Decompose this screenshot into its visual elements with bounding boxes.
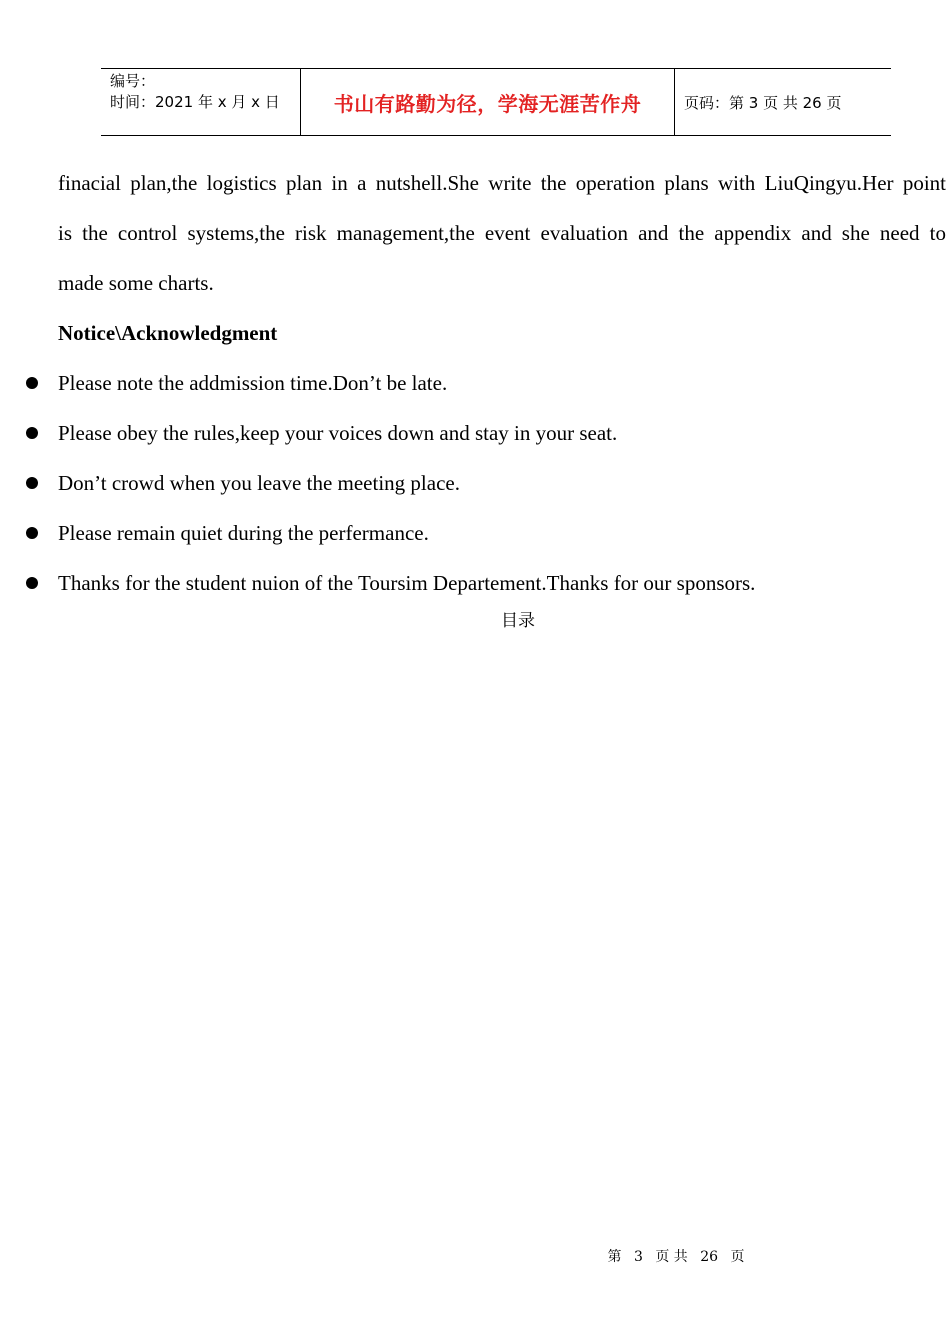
bullet-icon: [26, 427, 38, 439]
paragraph-line: made some charts.: [58, 271, 214, 295]
section-heading: Notice\Acknowledgment: [58, 321, 278, 345]
document-body: [58, 158, 946, 608]
document-number-label: 编号：: [110, 72, 156, 90]
list-item-text: Please remain quiet during the perfermance.: [58, 521, 429, 545]
list-item-text: Thanks for the student nuion of the Toursim Departement.Thanks for our sponsors.: [58, 571, 756, 595]
list-item: [58, 408, 946, 458]
list-item: [58, 558, 946, 608]
page-header: [101, 68, 891, 136]
page-footer: [0, 1246, 950, 1266]
bullet-icon: [26, 477, 38, 489]
footer-prefix: 第: [607, 1249, 622, 1265]
footer-suffix: 页: [730, 1249, 745, 1265]
header-page-cell: [675, 69, 891, 135]
paragraph-line: finacial plan,the logistics plan in a nutshell.She write the operation plans with LiuQingyu.Her point: [58, 171, 946, 195]
header-motto-cell: [301, 69, 675, 135]
list-item-text: Please note the addmission time.Don’t be late.: [58, 371, 448, 395]
toc-title: 目录: [501, 611, 535, 631]
list-item-text: Please obey the rules,keep your voices down and stay in your seat.: [58, 421, 618, 445]
list-item-text: Don’t crowd when you leave the meeting place.: [58, 471, 460, 495]
list-item: [58, 458, 946, 508]
bullet-icon: [26, 527, 38, 539]
footer-mid: 页 共: [655, 1249, 688, 1265]
header-page-info: 页码：第 3 页 共 26 页: [684, 93, 842, 112]
bullet-icon: [26, 577, 38, 589]
header-motto: 书山有路勤为径，学海无涯苦作舟: [333, 91, 642, 116]
list-item: [58, 508, 946, 558]
header-meta-cell: [101, 69, 301, 135]
list-item: [58, 358, 946, 408]
footer-page-number: 3: [633, 1249, 643, 1265]
bullet-icon: [26, 377, 38, 389]
footer-total-pages: 26: [700, 1249, 719, 1265]
paragraph-line: is the control systems,the risk management,the event evaluation and the appendix and she need to: [58, 221, 946, 245]
document-date-label: 时间：2021 年 x 月 x 日: [110, 93, 280, 111]
